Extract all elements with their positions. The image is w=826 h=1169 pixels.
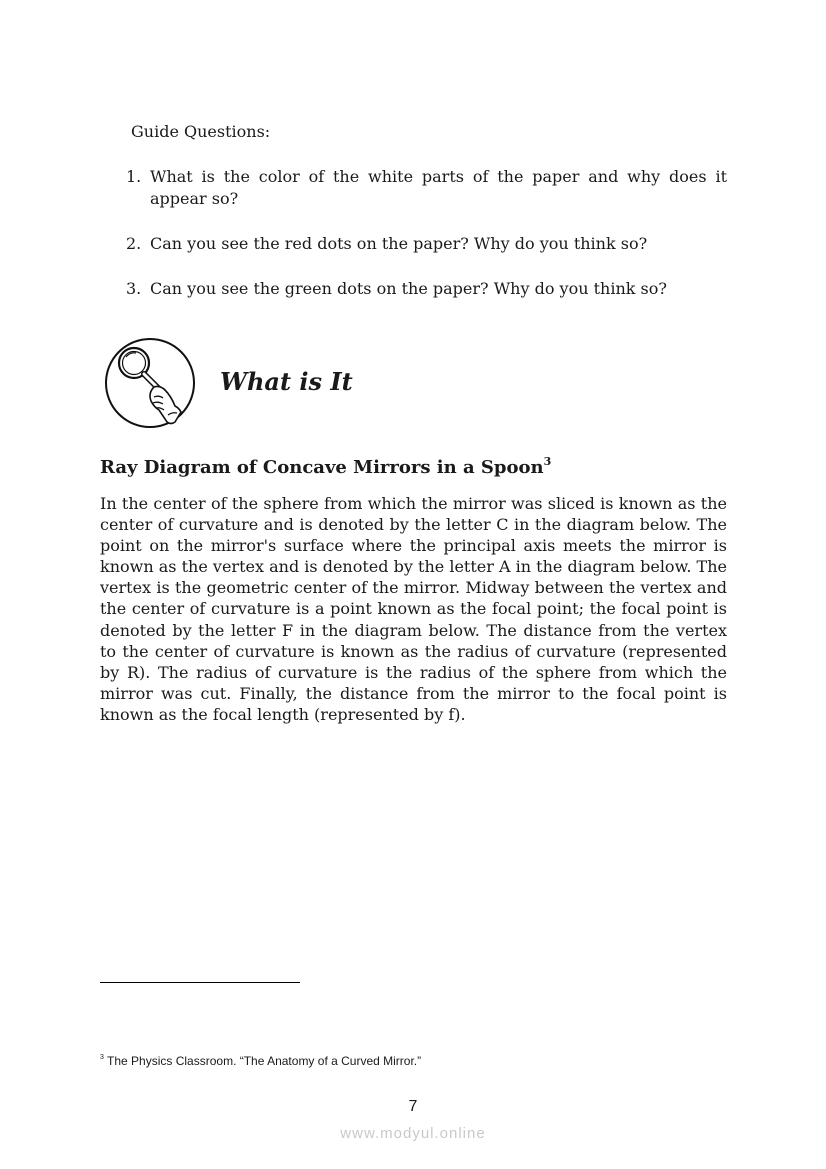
body-paragraph: In the center of the sphere from which the mirror was sliced is known as the center of curvature and is denoted by the letter C in the diagram below. The point on the mirror's surface where the principal axis meets the mirror is known as the vertex and is denoted by the letter A in the diagram below. The vertex is the geometric center of the mirror. Midway between the vertex and the center of curvature is a point known as the focal point; the focal point is denoted by the letter F in the diagram below. The distance from the vertex to the center of curvature is known as the radius of curvature (represented by R). The radius of curvature is the radius of the sphere from which the mirror was cut. Finally, the distance from the mirror to the focal point is known as the focal length (represented by f).: [100, 494, 727, 724]
question-number: 1.: [126, 167, 142, 186]
list-item: [126, 278, 727, 300]
magnifying-glass-icon: [104, 337, 196, 429]
footnote: [100, 1054, 421, 1068]
list-item: [126, 233, 727, 255]
page-number: 7: [408, 1098, 418, 1115]
article-subheading: [100, 457, 551, 478]
footnote-marker: 3: [100, 1054, 104, 1061]
footnote-divider: [100, 982, 300, 983]
subheading-text: Ray Diagram of Concave Mirrors in a Spoon: [100, 457, 544, 478]
guide-questions-list: [126, 166, 727, 323]
question-number: 2.: [126, 234, 142, 253]
question-text: Can you see the red dots on the paper? Why do you think so?: [150, 234, 648, 253]
question-text: What is the color of the white parts of the paper and why does it appear so?: [150, 167, 727, 208]
footnote-text: The Physics Classroom. “The Anatomy of a Curved Mirror.”: [107, 1054, 422, 1068]
question-text: Can you see the green dots on the paper? Why do you think so?: [150, 279, 667, 298]
section-title: What is It: [220, 367, 353, 396]
watermark: www.modyul.online: [340, 1125, 486, 1142]
list-item: [126, 166, 727, 210]
section-header: [104, 337, 504, 429]
footnote-ref: 3: [543, 455, 552, 468]
guide-questions-heading: Guide Questions:: [131, 122, 271, 141]
question-number: 3.: [126, 279, 142, 298]
